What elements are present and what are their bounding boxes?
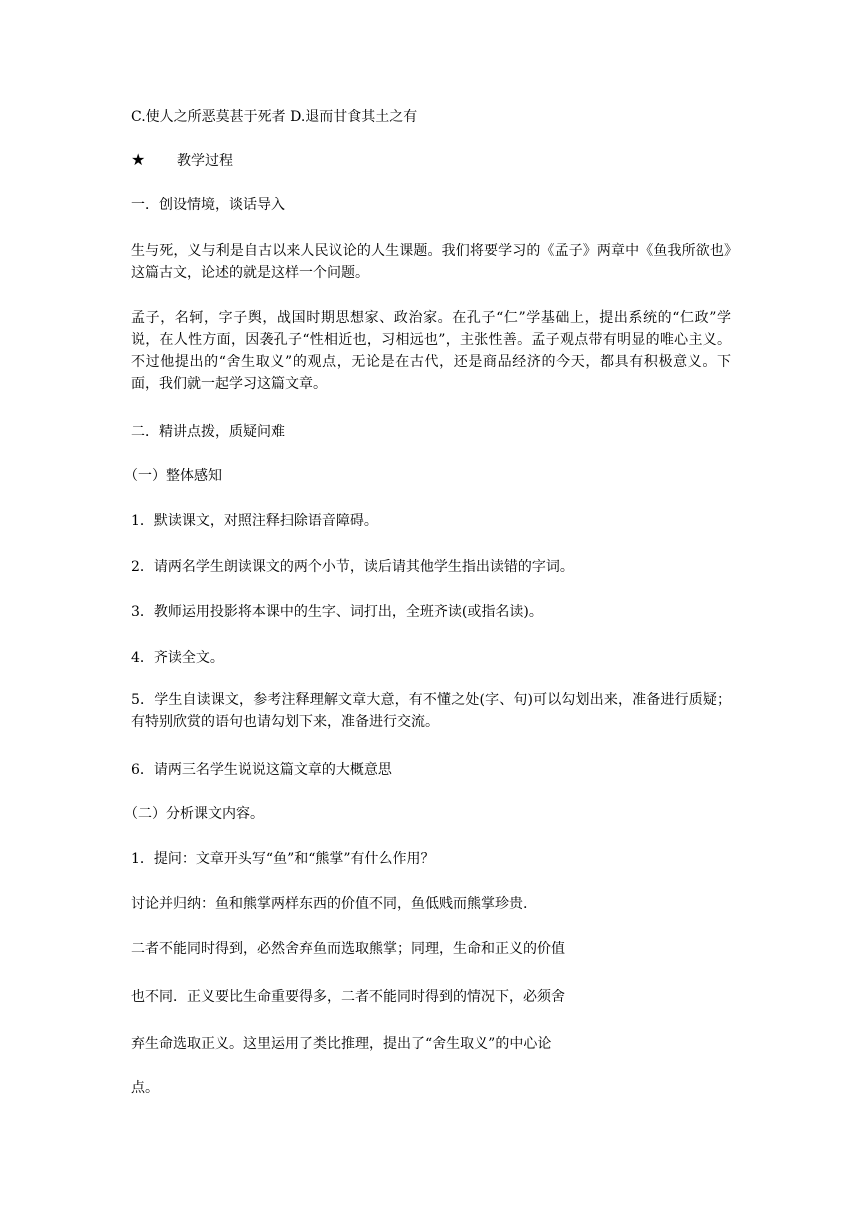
- answer-line-2: 二者不能同时得到，必然舍弃鱼而选取熊掌；同理，生命和正义的价值: [131, 941, 565, 957]
- list-item-3: 3．教师运用投影将本课中的生字、词打出，全班齐读(或指名读)。: [131, 604, 543, 620]
- answer-line-4: 弃生命选取正义。这里运用了类比推理，提出了“舍生取义”的中心论: [131, 1036, 552, 1052]
- sub2-heading: （二）分析课文内容。: [124, 806, 264, 822]
- section2-heading: 二．精讲点拨，质疑问难: [131, 424, 285, 440]
- star-icon: ★: [131, 150, 146, 169]
- mengzi-paragraph: 孟子，名轲，字子舆，战国时期思想家、政治家。在孔子“仁”学基础上，提出系统的“仁政”学说，在人性方面，因袭孔子“性相近也，习相远也”，主张性善。孟子观点带有明显的唯心主义。不过他提出的“舍生取义”的观点，无论是在古代，还是商品经济的今天，都具有积极意义。下面，我们就一起学习这篇文章。: [131, 310, 731, 392]
- process-title: 教学过程: [177, 153, 233, 169]
- list-item-5: 5．学生自读课文，参考注释理解文章大意，有不懂之处(字、句)可以勾划出来，准备进行质疑；有特别欣赏的语句也请勾划下来，准备进行交流。: [131, 692, 731, 730]
- list-item-4: 4．齐读全文。: [131, 650, 224, 666]
- list-item-6: 6．请两三名学生说说这篇文章的大概意思: [131, 762, 392, 778]
- intro-paragraph: 生与死，义与利是自古以来人民议论的人生课题。我们将要学习的《孟子》两章中《鱼我所欲也》这篇古文，论述的就是这样一个问题。: [131, 243, 731, 281]
- answer-line-3: 也不同．正义要比生命重要得多，二者不能同时得到的情况下，必须舍: [131, 989, 565, 1005]
- options-line: C.使人之所恶莫甚于死者 D.退而甘食其土之有: [131, 109, 418, 125]
- list-item-2: 2．请两名学生朗读课文的两个小节，读后请其他学生指出读错的字词。: [131, 559, 574, 575]
- section1-heading: 一．创设情境，谈话导入: [131, 197, 285, 213]
- question-1: 1．提问：文章开头写“鱼”和“熊掌”有什么作用？: [131, 851, 435, 867]
- list-item-1: 1．默读课文，对照注释扫除语音障碍。: [131, 513, 378, 529]
- sub1-heading: （一）整体感知: [124, 468, 222, 484]
- answer-line-1: 讨论并归纳：鱼和熊掌两样东西的价值不同，鱼低贱而熊掌珍贵.: [131, 896, 528, 912]
- answer-line-5: 点。: [131, 1080, 159, 1096]
